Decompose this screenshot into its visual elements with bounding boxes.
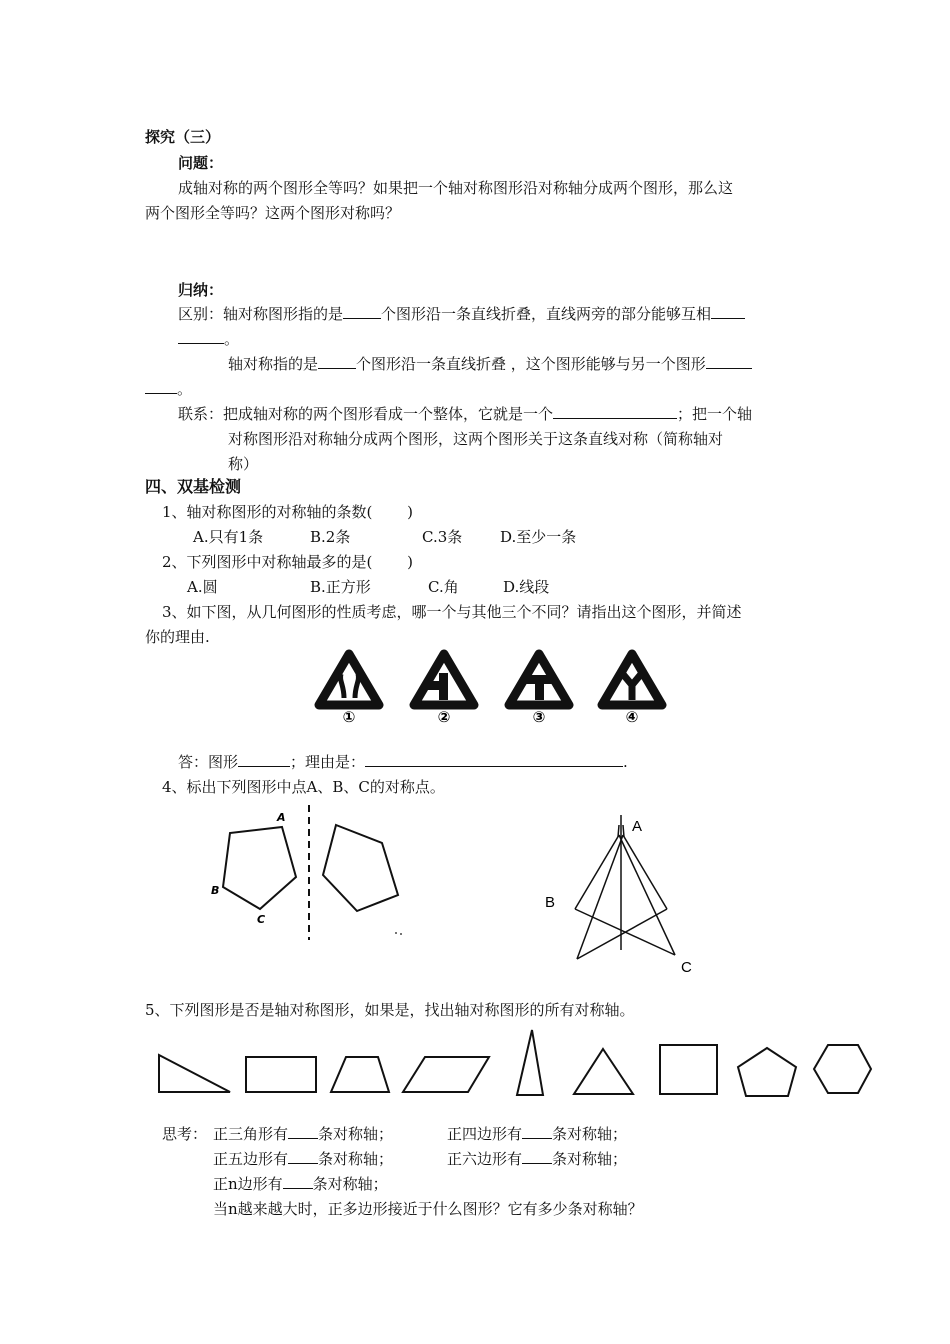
answer-blank[interactable]	[283, 1174, 313, 1189]
sign-number-2: ②	[437, 708, 451, 726]
equilateral-triangle-shape	[574, 1049, 633, 1094]
think-hexagon	[447, 1149, 627, 1169]
question-3-line-1: 3、如下图，从几何图形的性质考虑，哪一个与其他三个不同？请指出这个图形，并简述	[162, 603, 742, 621]
shapes-row-figure	[150, 1025, 880, 1100]
q1-option-c: C.3条	[422, 528, 463, 546]
q1-option-d: D.至少一条	[500, 528, 577, 546]
difference-label: 区别：	[178, 305, 224, 323]
summary-difference-line-1-cont	[178, 329, 239, 349]
traffic-signs-figure	[310, 645, 670, 730]
right-pentagon	[323, 825, 398, 911]
summary-label: 归纳：	[178, 281, 224, 299]
q2-option-b: B.正方形	[310, 578, 371, 596]
summary-link-line-1	[178, 404, 752, 424]
point-a-label: A	[277, 811, 286, 824]
question-line-1: 成轴对称的两个图形全等吗？如果把一个轴对称图形沿对称轴分成两个图形，那么这	[178, 179, 734, 197]
link-label: 联系：	[178, 405, 224, 423]
question-3-line-2: 你的理由.	[145, 628, 210, 646]
section-title-basic-test: 四、双基检测	[145, 477, 242, 496]
triangle-reflection-figure	[535, 805, 705, 975]
sign-1-narrow-road-icon	[319, 654, 379, 705]
regular-hexagon-shape	[814, 1045, 871, 1093]
summary-difference-line-1	[178, 304, 745, 324]
trapezoid-shape	[331, 1057, 389, 1092]
think-hexagon-text: 正六边形有	[447, 1150, 523, 1168]
link-text-1b: ；把一个轴	[677, 405, 753, 423]
q2-option-d: D.线段	[503, 578, 550, 596]
think-suffix: 条对称轴；	[552, 1125, 628, 1143]
think-label: 思考：	[162, 1125, 208, 1143]
answer-blank[interactable]	[288, 1124, 318, 1139]
difference-text-2a: 轴对称指的是	[228, 355, 319, 373]
think-final-question: 当n越来越大时，正多边形接近于什么图形？它有多少条对称轴？	[213, 1200, 643, 1218]
question-label: 问题：	[178, 154, 224, 172]
think-suffix: 条对称轴；	[318, 1150, 394, 1168]
think-pentagon-text: 正五边形有	[213, 1150, 289, 1168]
square-shape	[660, 1045, 717, 1094]
isosceles-triangle-shape	[517, 1030, 543, 1095]
parallelogram-shape	[403, 1057, 489, 1092]
left-pentagon	[223, 827, 296, 909]
question-3-answer	[178, 752, 628, 772]
q1-option-a: A.只有1条	[193, 528, 264, 546]
rectangle-shape	[246, 1057, 316, 1092]
point-a-label: A	[632, 818, 643, 835]
summary-link-line-2: 对称图形沿对称轴分成两个图形，这两个图形关于这条直线对称（简称轴对	[228, 430, 724, 448]
question-2: 2、下列图形中对称轴最多的是( )	[162, 553, 414, 571]
answer-blank[interactable]	[178, 329, 224, 344]
answer-blank[interactable]	[145, 379, 177, 394]
think-suffix: 条对称轴；	[318, 1125, 394, 1143]
summary-difference-line-2-cont	[145, 379, 192, 399]
section-title-explore-3: 探究（三）	[145, 128, 221, 146]
sign-number-3: ③	[532, 708, 546, 726]
sign-number-4: ④	[625, 708, 639, 726]
think-suffix: 条对称轴；	[552, 1150, 628, 1168]
pentagon-reflection-figure	[200, 805, 410, 940]
think-square	[447, 1124, 627, 1144]
question-line-2: 两个图形全等吗？这两个图形对称吗？	[145, 204, 401, 222]
think-suffix: 条对称轴；	[312, 1175, 388, 1193]
q2-option-a: A.圆	[187, 578, 218, 596]
point-b-label: B	[545, 894, 556, 911]
think-square-text: 正四边形有	[447, 1125, 523, 1143]
answer-blank[interactable]	[522, 1124, 552, 1139]
summary-difference-line-2	[228, 354, 752, 374]
link-text-1a: 把成轴对称的两个图形看成一个整体，它就是一个	[223, 405, 554, 423]
difference-text-1c: 。	[224, 330, 240, 348]
regular-pentagon-shape	[738, 1048, 796, 1096]
answer-blank[interactable]	[522, 1149, 552, 1164]
think-pentagon	[213, 1149, 393, 1169]
answer-blank[interactable]	[365, 752, 623, 767]
point-b-label: B	[211, 884, 220, 897]
answer-blank[interactable]	[706, 354, 752, 369]
think-triangle	[213, 1124, 393, 1144]
q3-answer-label: 答：图形	[178, 753, 239, 771]
difference-text-1b: 个图形沿一条直线折叠，直线两旁的部分能够互相	[381, 305, 712, 323]
question-4: 4、标出下列图形中点A、B、C的对称点。	[162, 778, 445, 796]
answer-blank[interactable]	[343, 304, 381, 319]
difference-text-2c: 。	[177, 380, 193, 398]
answer-blank[interactable]	[553, 404, 677, 419]
q2-option-c: C.角	[428, 578, 459, 596]
think-n-gon	[213, 1174, 388, 1194]
think-n-gon-text: 正n边形有	[213, 1175, 283, 1193]
think-triangle-text: 正三角形有	[213, 1125, 289, 1143]
q1-option-b: B.2条	[310, 528, 351, 546]
difference-text-2b: 个图形沿一条直线折叠 ，这个图形能够与另一个图形	[356, 355, 706, 373]
sign-3-t-junction-icon	[509, 654, 569, 705]
q3-answer-end: .	[623, 753, 628, 771]
answer-blank[interactable]	[318, 354, 356, 369]
answer-blank[interactable]	[288, 1149, 318, 1164]
answer-blank[interactable]	[238, 752, 290, 767]
question-5: 5、下列图形是否是轴对称图形，如果是，找出轴对称图形的所有对称轴。	[145, 1001, 635, 1019]
sign-4-y-junction-icon	[602, 654, 662, 705]
summary-link-line-3: 称）	[228, 455, 259, 473]
point-c-label: C	[681, 959, 692, 976]
answer-blank[interactable]	[711, 304, 745, 319]
point-c-label: C	[257, 913, 266, 926]
sign-2-side-junction-icon	[414, 654, 474, 705]
sign-number-1: ①	[342, 708, 356, 726]
q3-reason-label: ；理由是：	[290, 753, 366, 771]
question-1: 1、轴对称图形的对称轴的条数( )	[162, 503, 414, 521]
difference-text-1a: 轴对称图形指的是	[223, 305, 344, 323]
right-triangle-shape	[159, 1055, 230, 1092]
